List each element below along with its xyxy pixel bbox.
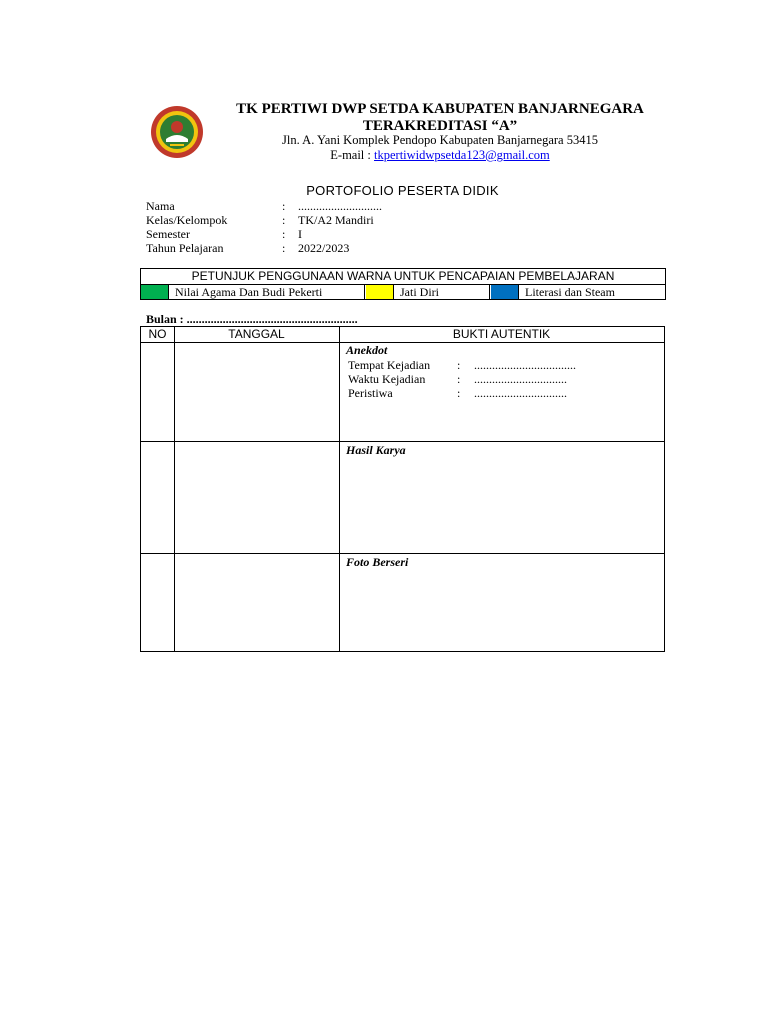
field-separator: : [457, 372, 461, 386]
info-label: Semester [146, 227, 190, 241]
school-logo-icon [150, 105, 204, 159]
header-tanggal: TANGGAL [228, 327, 285, 341]
info-value: TK/A2 Mandiri [298, 213, 374, 227]
month-line: Bulan : ......................................................... [146, 312, 358, 326]
legend-swatch-green [141, 285, 169, 299]
info-value: ............................ [298, 199, 382, 213]
legend-title: PETUNJUK PENGGUNAAN WARNA UNTUK PENCAPAIAN PEMBELAJARAN [141, 269, 665, 285]
portfolio-table [140, 326, 665, 652]
header-no: NO [148, 327, 167, 341]
row-divider [141, 441, 664, 442]
field-separator: : [457, 358, 461, 372]
color-legend [140, 268, 666, 300]
section-foto-berseri: Foto Berseri [346, 555, 409, 569]
col-divider [174, 327, 175, 651]
col-divider [339, 327, 340, 651]
info-label: Kelas/Kelompok [146, 213, 228, 227]
info-label: Tahun Pelajaran [146, 241, 224, 255]
legend-label-literasi: Literasi dan Steam [525, 285, 615, 299]
row-divider [141, 553, 664, 554]
info-value: I [298, 227, 302, 241]
field-separator: : [457, 386, 461, 400]
field-value: ............................... [474, 386, 567, 400]
document-title: PORTOFOLIO PESERTA DIDIK [306, 183, 499, 198]
field-label: Peristiwa [348, 386, 393, 400]
info-separator: : [282, 199, 286, 213]
accreditation: TERAKREDITASI “A” [362, 118, 518, 134]
section-anekdot: Anekdot [346, 343, 388, 357]
field-value: ............................... [474, 372, 567, 386]
info-value: 2022/2023 [298, 241, 350, 255]
field-label: Tempat Kejadian [348, 358, 431, 372]
legend-swatch-blue [491, 285, 519, 299]
info-separator: : [282, 241, 286, 255]
field-value: .................................. [474, 358, 576, 372]
email-label: E-mail : [330, 148, 375, 162]
school-name: TK PERTIWI DWP SETDA KABUPATEN BANJARNEGARA [236, 101, 644, 117]
field-label: Waktu Kejadian [348, 372, 426, 386]
school-email [200, 148, 680, 163]
header-bukti: BUKTI AUTENTIK [452, 327, 551, 341]
school-address: Jln. A. Yani Komplek Pendopo Kabupaten Banjarnegara 53415 [282, 133, 598, 147]
legend-label-jati-diri: Jati Diri [394, 285, 490, 299]
info-label: Nama [146, 199, 175, 213]
section-hasil-karya: Hasil Karya [346, 443, 406, 457]
info-separator: : [282, 213, 286, 227]
legend-swatch-yellow [366, 285, 394, 299]
info-separator: : [282, 227, 286, 241]
header-divider [141, 342, 664, 343]
email-link[interactable]: tkpertiwidwpsetda123@gmail.com [374, 148, 550, 162]
legend-label-agama: Nilai Agama Dan Budi Pekerti [169, 285, 365, 299]
